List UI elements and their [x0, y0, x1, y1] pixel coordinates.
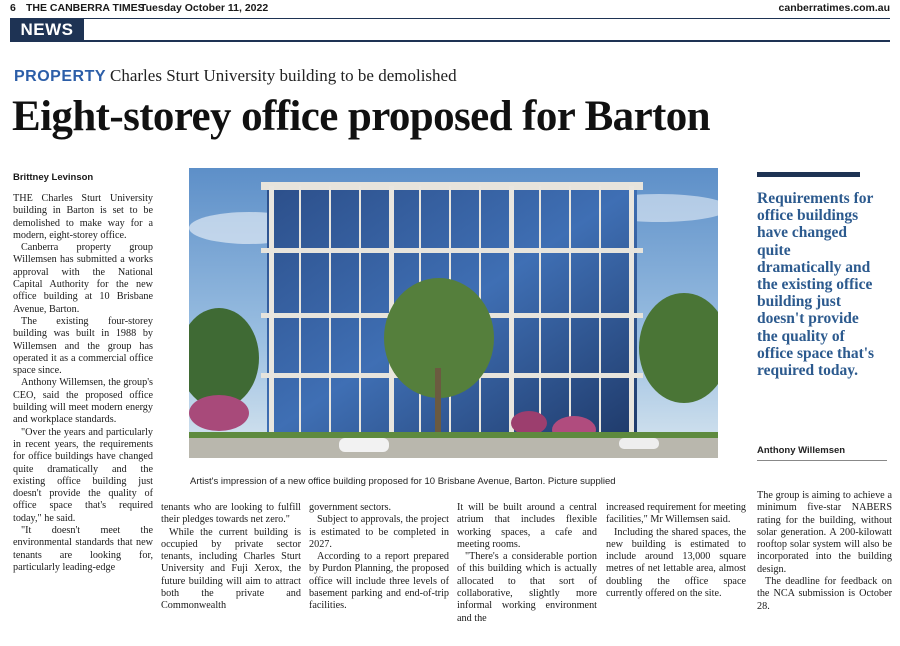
- pull-quote-attribution: Anthony Willemsen: [757, 445, 846, 456]
- paragraph: Canberra property group Willemsen has submitted a works approval with the National Capital Authority for the new office building at 10 Brisbane Avenue, Barton.: [13, 242, 153, 315]
- pull-quote: Requirements for office buildings have changed quite dramatically and the existing office building just doesn't provide the quality of office space that's required today.: [757, 190, 875, 380]
- section-label: NEWS: [10, 19, 84, 40]
- paragraph: increased requirement for meeting facilities," Mr Willemsen said.: [606, 502, 747, 526]
- body-column-5: [606, 502, 746, 600]
- paragraph: It will be built around a central atrium that includes flexible working spaces, a cafe and meeting rooms.: [457, 502, 597, 550]
- page-header: [10, 2, 890, 16]
- kicker-text: Charles Sturt University building to be demolished: [110, 66, 457, 85]
- paragraph: According to a report prepared by Purdon Planning, the proposed office will include three levels of basement parking and end-of-trip facilities.: [309, 551, 449, 612]
- paragraph: Subject to approvals, the project is estimated to be completed in 2027.: [309, 514, 449, 550]
- paragraph: "It doesn't meet the environmental standards that new tenants are looking for, particularly leading-edge: [13, 525, 153, 573]
- section-rule: [10, 40, 890, 42]
- building-photo: [189, 168, 718, 458]
- body-column-1: [13, 193, 153, 574]
- paragraph: While the current building is occupied by private sector tenants, including Charles Sturt University and Fuji Xerox, the future building will aim to attract both the private and Commonwealth: [161, 526, 301, 612]
- pull-quote-bar: [757, 172, 860, 177]
- paragraph: Anthony Willemsen, the group's CEO, said the proposed office building will meet modern energy and workplace standards.: [13, 377, 153, 426]
- kicker-label: PROPERTY: [14, 68, 107, 85]
- body-column-3: [309, 502, 449, 613]
- paragraph: Including the shared spaces, the new building is estimated to include around 13,000 square metres of net lettable area, almost doubling the office space currently offered on the site.: [606, 526, 746, 600]
- photo-caption: Artist's impression of a new office building proposed for 10 Brisbane Avenue, Barton. Picture supplied: [190, 476, 616, 487]
- paragraph: "There's a considerable portion of this building which is actually allocated to that sort of collaborative, slightly more informal working environment and the: [457, 551, 597, 624]
- publication-name: THE CANBERRA TIMES: [26, 2, 145, 14]
- pull-quote-rule: [757, 460, 887, 461]
- paragraph: The group is aiming to achieve a minimum five-star NABERS rating for the building, without solar generation. A 200-kilowatt rooftop solar system will also be incorporated into the building design.: [757, 490, 892, 575]
- page-number: 6: [10, 2, 16, 14]
- paragraph: "Over the years and particularly in recent years, the requirements for office buildings have changed quite dramatically and the existing office building just doesn't provide the quality of office space that's required today," he said.: [13, 426, 153, 524]
- header-rule: [10, 18, 890, 19]
- issue-date: Tuesday October 11, 2022: [140, 2, 269, 14]
- body-column-2: [161, 502, 301, 613]
- headline: Eight-storey office proposed for Barton: [12, 93, 710, 140]
- paragraph: tenants who are looking to fulfill their pledges towards net zero.": [161, 502, 301, 526]
- paragraph: THE Charles Sturt University building in Barton is set to be demolished to make way for a modern, eight-storey office.: [13, 193, 153, 241]
- body-column-4: [457, 502, 597, 625]
- paragraph: government sectors.: [309, 502, 392, 513]
- byline: Brittney Levinson: [13, 172, 94, 183]
- kicker: [14, 66, 457, 86]
- paragraph: The existing four-storey building was built in 1988 by Willemsen and the group has operated it as a commercial office space since.: [13, 315, 153, 377]
- body-column-6: [757, 490, 892, 613]
- paragraph: The deadline for feedback on the NCA submission is October 28.: [757, 576, 892, 612]
- website: canberratimes.com.au: [778, 2, 890, 14]
